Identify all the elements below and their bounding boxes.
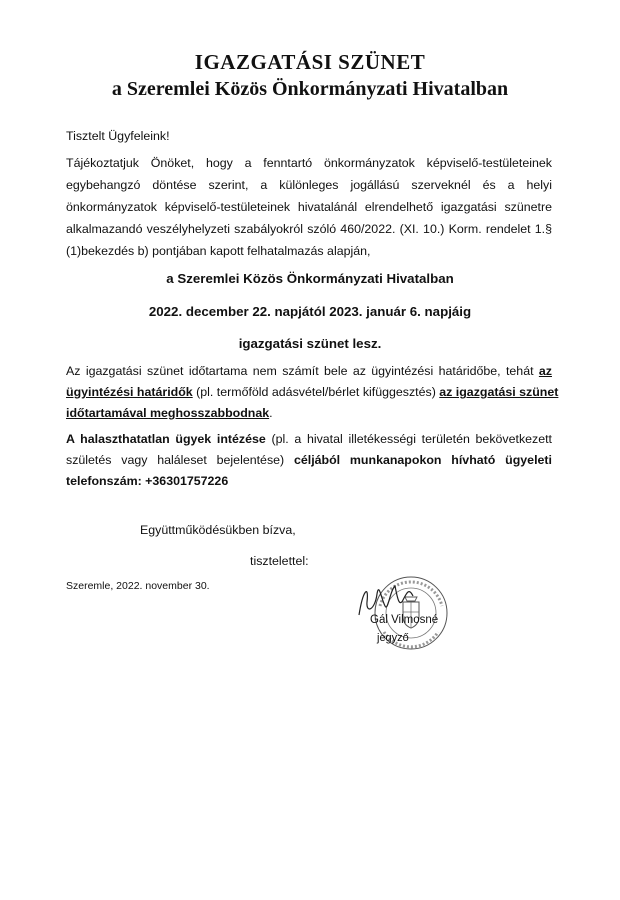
center-office: a Szeremlei Közös Önkormányzati Hivatalban — [166, 271, 454, 286]
closing-regards: tisztelettel: — [250, 554, 309, 568]
p3-emphasis: céljából munkanapokon hívható ügyeleti — [293, 453, 552, 467]
p3-phone: telefonszám: +36301757226 — [66, 474, 229, 488]
p2-emphasis: az igazgatási szünet — [439, 385, 559, 399]
p2-line — [66, 382, 558, 403]
p1-line: Tájékoztatjuk Önöket, hogy a fenntartó önkormányzatok képviselő-testületeinek — [66, 156, 552, 170]
center-announcement: igazgatási szünet lesz. — [238, 336, 382, 351]
p1-line: (1)bekezdés b) pontjában kapott felhatalmazás alapján, — [66, 244, 371, 258]
place-date: Szeremle, 2022. november 30. — [66, 580, 210, 592]
p2-emphasis: az — [538, 364, 552, 378]
signer-name: Gál Vilmosné — [370, 614, 439, 626]
p2-text: Az igazgatási szünet időtartama nem számít bele az ügyintézési határidőbe, tehát — [66, 364, 534, 378]
closing-line: Együttműködésükben bízva, — [140, 523, 296, 537]
document-title: IGAZGATÁSI SZÜNET — [194, 50, 426, 74]
p1-line: egybehangzó döntése szerint, a különleges jogállású szerveknél és a helyi — [66, 178, 552, 192]
p2-line — [66, 403, 273, 424]
signer-title: jegyző — [377, 632, 409, 644]
p3-line — [66, 429, 552, 450]
p1-line: alkalmazandó veszélyhelyzeti szabályokról szóló 460/2022. (XI. 10.) Korm. rendelet 1.§ — [66, 222, 552, 236]
p3-text: (pl. a hivatal illetékességi területén bekövetkezett — [265, 432, 552, 446]
p2-text: (pl. termőföld adásvétel/bérlet kifüggesztés) — [192, 385, 440, 399]
p2-emphasis: ügyintézési határidők — [66, 385, 193, 399]
p2-line — [66, 361, 552, 382]
p3-text: születés vagy haláleset bejelentése) — [66, 453, 294, 467]
greeting: Tisztelt Ügyfeleink! — [66, 129, 170, 143]
center-dates: 2022. december 22. napjától 2023. január 6. napjáig — [148, 304, 472, 319]
document-subtitle: a Szeremlei Közös Önkormányzati Hivatalban — [111, 78, 509, 100]
p1-line: önkormányzatok képviselő-testületeinek hivatalánál elrendelhető igazgatási szünetre — [66, 200, 552, 214]
p2-emphasis: időtartamával meghosszabbodnak — [66, 406, 270, 420]
p3-emphasis: A halaszthatatlan ügyek intézése — [66, 432, 266, 446]
p3-line — [66, 450, 552, 471]
p2-text: . — [269, 406, 273, 420]
